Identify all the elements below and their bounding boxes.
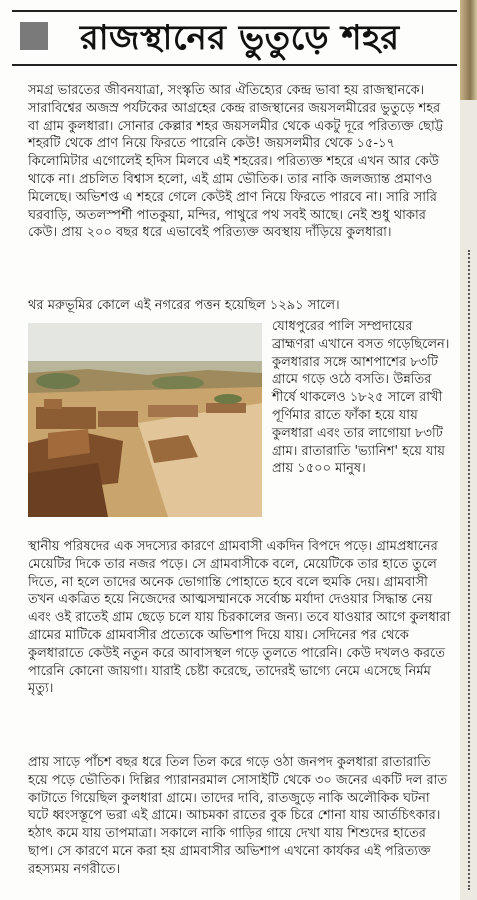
adjacent-photo-edge — [460, 0, 477, 100]
adjacent-column-edge — [460, 0, 477, 900]
article-paragraph-2: থর মরুভূমির কোলে এই নগরের পত্তন হয়েছিল ১২৯১ সালে। — [28, 298, 340, 313]
article-paragraph-3: যোধপুরের পালি সম্প্রদায়ের ব্রাহ্মণরা এখানে বসত গড়েছিলেন। কুলধারার সঙ্গে আশপাশের ৮৩টি গ্রামে গড়ে ওঠে বসতি। উন্নতির শীর্ষে থাকলেও ১৮২৫ সালে রাখী পূর্ণিমার রাতে ফাঁকা হয়ে যায় কুলধারা এবং তার লাগোয়া ৮৩টি গ্রাম। রাতারাতি 'ভ্যানিশ' হয়ে যায় প্রায় ১৫০০ মানুষ। — [272, 319, 450, 477]
article-paragraph-5: প্রায় সাড়ে পাঁচশ বছর ধরে তিল তিল করে গড়ে ওঠা জনপদ কুলধারা রাতারাতি হয়ে পড়ে ভৌতিক। দিল্লির প্যারানরমাল সোসাইটি থেকে ৩০ জনের একটি দল রাত কাটাতে গিয়েছিল কুলধারা গ্রামে। তাদের দাবি, রাতজুড়ে নাকি অলৌকিক ঘটনা ঘটে ধ্বংসস্তূপে ভরা এই গ্রামে। আচমকা রাতের বুক চিরে শোনা যায় আর্তচিৎকার। হঠাৎ কমে যায় তাপমাত্রা। সকালে নাকি গাড়ির গায়ে দেখা যায় শিশুদের হাতের ছাপ। সে কারণে মনে করা হয় গ্রামবাসীর অভিশাপ এখনো কার্যকর এই পরিত্যক্ত রহস্যময় নগরীতে। — [28, 755, 448, 877]
ruins-photo — [28, 323, 262, 517]
headline-marker-square — [20, 22, 48, 50]
ruins-photo-image — [28, 323, 262, 517]
article-paragraph-1: সমগ্র ভারতের জীবনযাত্রা, সংস্কৃতি আর ঐতিহ্যের কেন্দ্র ভাবা হয় রাজস্থানকে। সারাবিশ্বের অজস্র পর্যটকের আগ্রহের কেন্দ্র রাজস্থানের জয়সলমীরের ভুতুড়ে শহর বা গ্রাম কুলধারা। সোনার কেল্লার শহর জয়সলমীর থেকে একটু দূরে পরিত্যক্ত ছোট্ট শহরটি থেকে প্রাণ নিয়ে ফিরতে পারেনি কেউ! জয়সলমীর থেকে ১৫-১৭ কিলোমিটার এগোলেই হদিস মিলবে এই শহরের। পরিত্যক্ত শহরে এখন আর কেউ থাকে না। প্রচলিত বিশ্বাস হলো, এই গ্রাম ভৌতিক। তার নাকি জলজ্যান্ত প্রমাণও মিলেছে। অভিশপ্ত এ শহরে গেলে কেউই প্রাণ নিয়ে ফিরতে পারবে না। সারি সারি ঘরবাড়ি, অতলস্পর্শী পাতকুয়া, মন্দির, পাথুরে পথ সবই আছে। নেই শুধু থাকার কেউ। প্রায় ২০০ বছর ধরে এভাবেই পরিত্যক্ত অবস্থায় দাঁড়িয়ে কুলধারা। — [28, 83, 444, 241]
article-paragraph-4: স্থানীয় পরিষদের এক সদস্যের কারণে গ্রামবাসী একদিন বিপদে পড়ে। গ্রামপ্রধানের মেয়েটির দিকে তার নজর পড়ে। সে গ্রামবাসীকে বলে, মেয়েটিকে তার হাতে তুলে দিতে, না হলে তাদের অনেক ভোগান্তি পোহাতে হবে বলে হুমকি দেয়। গ্রামবাসী তখন একত্রিত হয়ে নিজেদের আত্মসম্মানকে সর্বোচ্চ মর্যাদা দেওয়ার সিদ্ধান্ত নেয় এবং ওই রাতেই গ্রাম ছেড়ে চলে যায় চিরকালের জন্য। তবে যাওয়ার আগে কুলধারা গ্রামের মাটিকে গ্রামবাসীর প্রত্যেকে অভিশাপ দিয়ে যায়। সেদিনের পর থেকে কুলধারাতে কেউই নতুন করে আবাসস্থল গড়ে তুলতে পারেনি। কেউ দখলও করতে পারেনি কোনো জায়গা। যারাই চেষ্টা করেছে, তাদেরই ভাগ্যে নেমে এসেছে নির্মম মৃত্যু। — [28, 539, 451, 697]
article-headline: রাজস্থানের ভুতুড়ে শহর — [80, 18, 400, 58]
column-divider — [468, 250, 470, 890]
